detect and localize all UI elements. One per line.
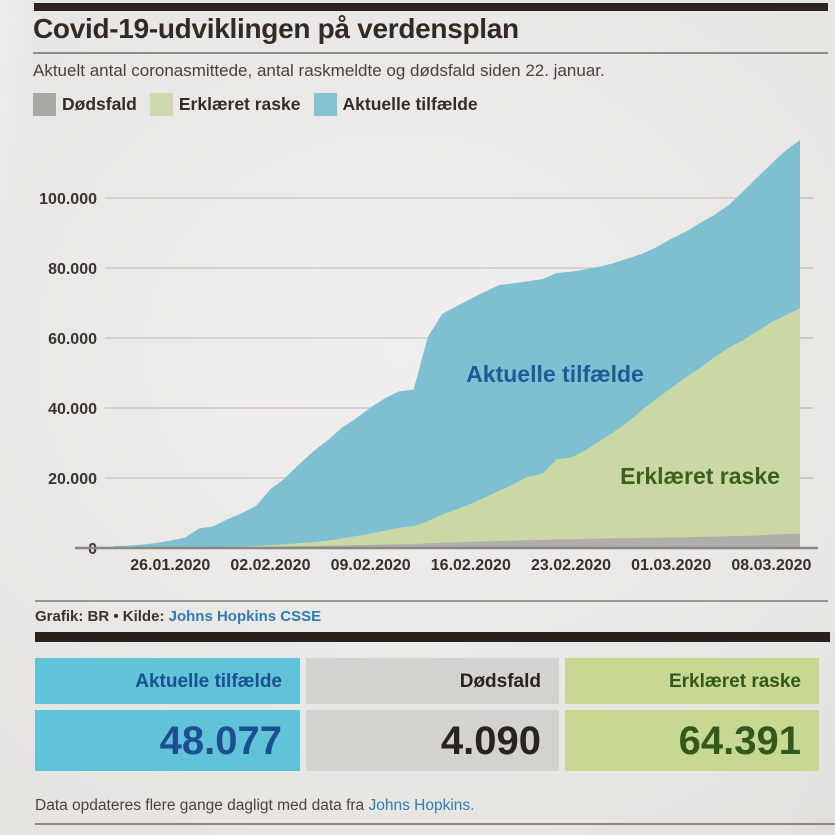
- chart-label-recovered: Erklæret raske: [620, 463, 780, 489]
- page-title: Covid-19-udviklingen på verdensplan: [33, 13, 519, 44]
- svg-text:40.000: 40.000: [48, 401, 97, 418]
- credit-topline: [35, 600, 828, 602]
- credit-prefix: Grafik: BR • Kilde:: [35, 608, 169, 625]
- legend: [33, 93, 478, 116]
- legend-item-recovered: [150, 93, 301, 116]
- footer-note: [35, 797, 474, 815]
- legend-label-recovered: Erklæret raske: [178, 94, 301, 114]
- stat-header-recovered: Erklæret raske: [565, 658, 819, 704]
- chart-label-active-cases: Aktuelle tilfælde: [466, 361, 644, 387]
- svg-text:20.000: 20.000: [48, 471, 97, 488]
- credit-line: [35, 608, 321, 625]
- top-accent-bar: [34, 3, 828, 11]
- legend-swatch-recovered-icon: [150, 93, 173, 116]
- legend-item-active: [314, 93, 478, 116]
- stat-header-deaths: Dødsfald: [306, 658, 559, 704]
- subtitle: Aktuelt antal coronasmittede, antal raskmeldte og dødsfald siden 22. januar.: [33, 61, 605, 80]
- credit-source-link[interactable]: Johns Hopkins CSSE: [168, 608, 322, 625]
- table-top-bar: [35, 632, 830, 642]
- stat-header-active: Aktuelle tilfælde: [35, 658, 300, 704]
- stats-table: [35, 658, 819, 771]
- svg-text:01.03.2020: 01.03.2020: [631, 557, 712, 574]
- stat-value-recovered: 64.391: [565, 710, 819, 771]
- svg-text:26.01.2020: 26.01.2020: [130, 557, 211, 574]
- stat-value-active: 48.077: [35, 710, 300, 771]
- legend-item-deaths: [33, 93, 137, 116]
- footer-source-link[interactable]: Johns Hopkins.: [368, 797, 475, 814]
- legend-swatch-active-icon: [314, 93, 337, 116]
- title-underline: [33, 52, 828, 54]
- svg-text:100.000: 100.000: [39, 191, 97, 208]
- legend-swatch-deaths-icon: [33, 93, 56, 116]
- legend-label-active: Aktuelle tilfælde: [342, 94, 478, 114]
- covid-area-chart: [0, 130, 835, 585]
- svg-text:02.02.2020: 02.02.2020: [230, 557, 311, 574]
- svg-text:09.02.2020: 09.02.2020: [330, 557, 411, 574]
- svg-text:23.02.2020: 23.02.2020: [530, 557, 612, 574]
- bottom-rule: [35, 823, 835, 825]
- svg-text:0: 0: [88, 541, 97, 558]
- svg-text:16.02.2020: 16.02.2020: [430, 557, 511, 574]
- svg-text:08.03.2020: 08.03.2020: [731, 557, 812, 574]
- legend-label-deaths: Dødsfald: [62, 94, 137, 114]
- svg-text:60.000: 60.000: [48, 331, 97, 348]
- svg-text:80.000: 80.000: [48, 261, 97, 278]
- stat-value-deaths: 4.090: [306, 710, 559, 771]
- footer-text: Data opdateres flere gange dagligt med data fra: [35, 797, 369, 814]
